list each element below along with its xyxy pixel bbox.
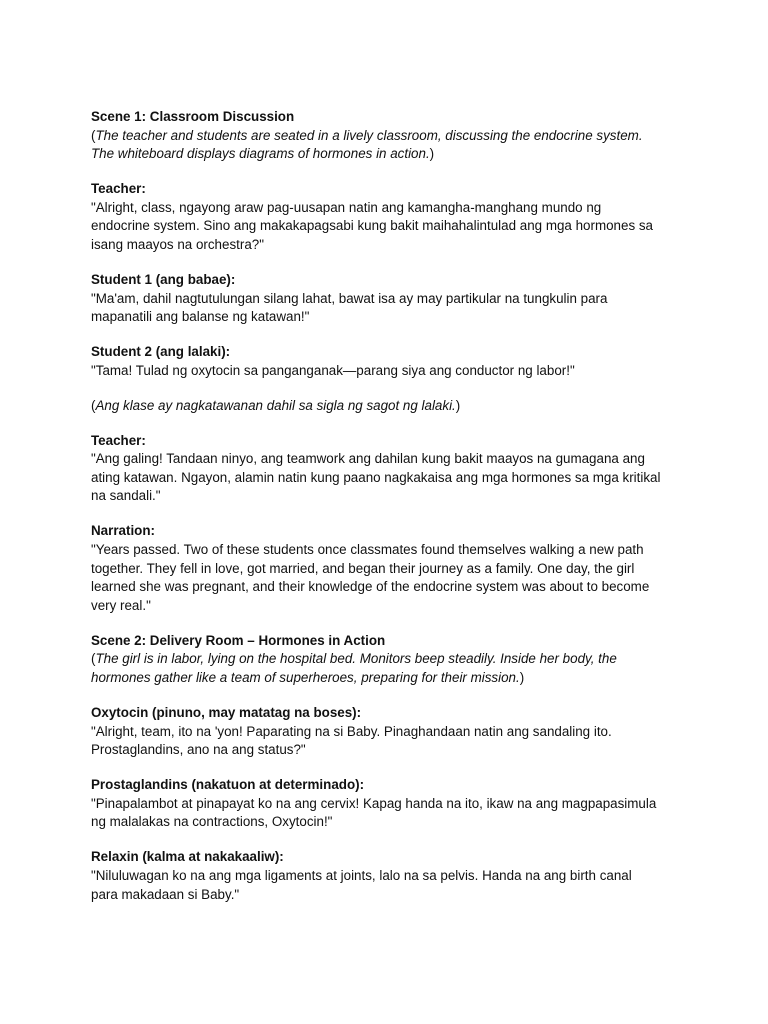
dialogue-line: "Ang galing! Tandaan ninyo, ang teamwork ang dahilan kung bakit maayos na gumagana ang — [91, 451, 645, 467]
dialogue-line: endocrine system. Sino ang makakapagsabi kung bakit maihahalintulad ang mga hormones sa — [91, 218, 654, 234]
stage-direction: (The teacher and students are seated in a lively classroom, discussing the endocrine system. — [91, 127, 643, 143]
dialogue-line: "Years passed. Two of these students once classmates found themselves walking a new path — [91, 542, 644, 558]
dialogue-line: learned she was pregnant, and their knowledge of the endocrine system was about to become — [91, 579, 650, 595]
dialogue-block — [91, 848, 691, 904]
scene-1-block — [91, 108, 691, 164]
speaker-label: Oxytocin (pinuno, may matatag na boses): — [91, 704, 362, 720]
dialogue-block — [91, 776, 691, 832]
speaker-label: Teacher: — [91, 181, 146, 197]
speaker-label: Student 1 (ang babae): — [91, 271, 236, 287]
dialogue-line: together. They fell in love, got married, and began their journey as a family. One day, the girl — [91, 560, 635, 576]
dialogue-line: "Niluluwagan ko na ang mga ligaments at joints, lalo na sa pelvis. Handa na ang birth canal — [91, 867, 632, 883]
dialogue-line: isang maayos na orchestra?" — [91, 236, 264, 252]
stage-direction-cont: hormones gather like a team of superheroes, preparing for their mission.) — [91, 669, 525, 685]
dialogue-line: Prostaglandins, ano na ang status?" — [91, 742, 306, 758]
dialogue-block — [91, 704, 691, 760]
dialogue-block — [91, 522, 691, 615]
dialogue-line: "Alright, class, ngayong araw pag-uusapan natin ang kamangha-manghang mundo ng — [91, 199, 602, 215]
dialogue-line: "Pinapalambot at pinapayat ko na ang cervix! Kapag handa na ito, ikaw na ang magpapasimula — [91, 795, 657, 811]
script-document — [91, 108, 691, 920]
scene-2-block — [91, 632, 691, 688]
dialogue-line: mapanatili ang balanse ng katawan!" — [91, 309, 310, 325]
dialogue-block — [91, 432, 691, 506]
speaker-label: Relaxin (kalma at nakakaaliw): — [91, 849, 284, 865]
dialogue-line: "Alright, team, ito na 'yon! Paparating na si Baby. Pinaghandaan natin ang sandaling ito. — [91, 723, 612, 739]
stage-block — [91, 397, 691, 416]
stage-line: Ang klase ay nagkatawanan dahil sa sigla ng sagot ng lalaki. — [95, 397, 456, 413]
dialogue-line: very real." — [91, 597, 151, 613]
speaker-label: Narration: — [91, 523, 155, 539]
dialogue-line: "Ma'am, dahil nagtutulungan silang lahat, bawat isa ay may partikular na tungkulin para — [91, 290, 608, 306]
dialogue-block — [91, 180, 691, 254]
stage-line: hormones gather like a team of superheroes, preparing for their mission. — [91, 669, 520, 685]
stage-direction: (Ang klase ay nagkatawanan dahil sa sigla ng sagot ng lalaki.) — [91, 397, 461, 413]
dialogue-line: ng malalakas na contractions, Oxytocin!" — [91, 814, 333, 830]
stage-line: The teacher and students are seated in a lively classroom, discussing the endocrine system. — [95, 127, 643, 143]
speaker-label: Teacher: — [91, 432, 146, 448]
dialogue-line: "Tama! Tulad ng oxytocin sa panganganak—parang siya ang conductor ng labor!" — [91, 362, 575, 378]
stage-direction-cont: The whiteboard displays diagrams of hormones in action.) — [91, 146, 435, 162]
dialogue-line: para makadaan si Baby." — [91, 886, 240, 902]
speaker-label: Prostaglandins (nakatuon at determinado): — [91, 777, 365, 793]
dialogue-block — [91, 343, 691, 380]
scene-heading: Scene 2: Delivery Room – Hormones in Action — [91, 632, 386, 648]
dialogue-line: na sandali." — [91, 488, 161, 504]
stage-line: The whiteboard displays diagrams of hormones in action. — [91, 146, 430, 162]
dialogue-line: ating katawan. Ngayon, alamin natin kung paano nagkakaisa ang mga hormones sa mga kritikal — [91, 469, 661, 485]
speaker-label: Student 2 (ang lalaki): — [91, 344, 231, 360]
stage-line: The girl is in labor, lying on the hospital bed. Monitors beep steadily. Inside her body, the — [95, 651, 617, 667]
scene-heading: Scene 1: Classroom Discussion — [91, 109, 295, 124]
stage-direction: (The girl is in labor, lying on the hospital bed. Monitors beep steadily. Inside her body, the — [91, 651, 617, 667]
dialogue-block — [91, 271, 691, 327]
